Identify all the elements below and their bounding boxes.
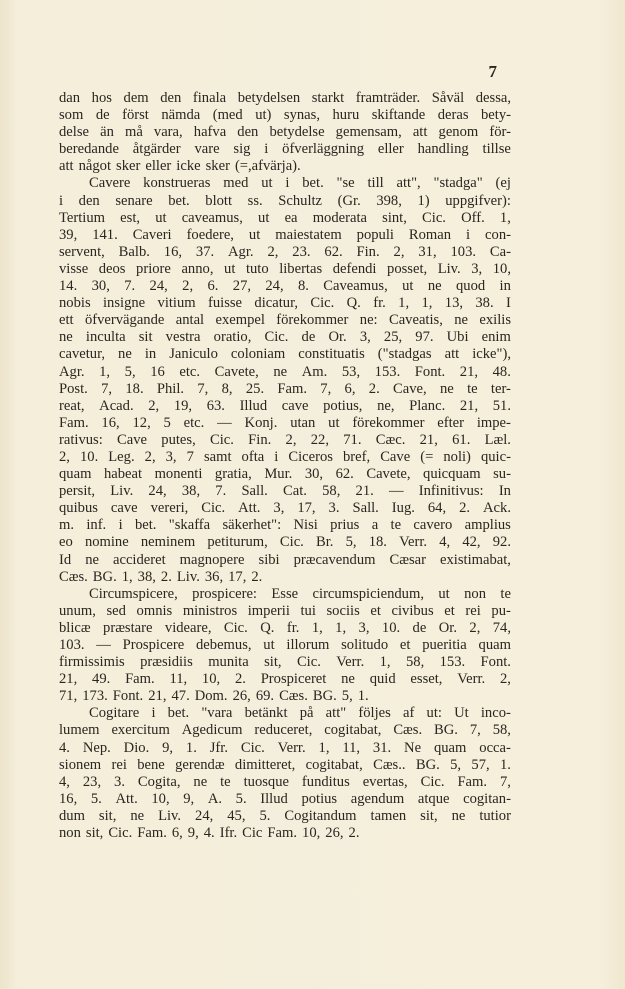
text-line: som de först nämda (med ut) synas, huru skiftande deras bety- [59, 107, 511, 124]
text-line: eo nomine neminem petiturum, Cic. Br. 5, 18. Verr. 4, 42, 92. [59, 534, 511, 551]
text-line: Agr. 1, 5, 16 etc. Cavete, ne Am. 53, 153. Font. 21, 48. [59, 363, 511, 380]
text-line: firmissimis præsidiis munita sit, Cic. Verr. 1, 58, 153. Font. [59, 654, 511, 671]
text-line: quam habeat monenti gratia, Mur. 30, 62. Cavete, quicquam su- [59, 466, 511, 483]
text-line: 39, 141. Caveri foedere, ut maiestatem populi Roman i con- [59, 226, 511, 243]
text-line: 21, 49. Fam. 11, 10, 2. Prospiceret ne quid esset, Verr. 2, [59, 671, 511, 688]
text-line: unum, sed omnis ministros imperii tui sociis et civibus et rei pu- [59, 602, 511, 619]
text-line: Post. 7, 18. Phil. 7, 8, 25. Fam. 7, 6, 2. Cave, ne te ter- [59, 380, 511, 397]
text-line: 14. 30, 7. 24, 2, 6. 27, 24, 8. Caveamus, ut ne quod in [59, 278, 511, 295]
text-line: reat, Acad. 2, 19, 63. Illud cave potius, ne, Planc. 21, 51. [59, 397, 511, 414]
text-line: 16, 5. Att. 10, 9, A. 5. Illud potius agendum atque cogitan- [59, 790, 511, 807]
text-line: delse än må vara, hafva den betydelse gemensam, att genom för- [59, 124, 511, 141]
text-line: 4. Nep. Dio. 9, 1. Jfr. Cic. Verr. 1, 11, 31. Ne quam occa- [59, 739, 511, 756]
text-line: i den senare bet. blott ss. Schultz (Gr. 398, 1) uppgifver): [59, 192, 511, 209]
text-line: sionem rei bene gerendæ dimitteret, cogitabat, Cæs.. BG. 5, 57, 1. [59, 756, 511, 773]
text-line: visse deos priore anno, ut tuto libertas defendi posset, Liv. 3, 10, [59, 260, 511, 277]
text-line: ne inculta sit vestra oratio, Cic. de Or. 3, 25, 97. Ubi enim [59, 329, 511, 346]
text-line: att något sker eller icke sker (=,afvärja). [59, 158, 301, 175]
body-text [59, 90, 511, 842]
text-line: blicæ præstare videare, Cic. Q. fr. 1, 1, 3, 10. de Or. 2, 74, [59, 619, 511, 636]
text-line: Cæs. BG. 1, 38, 2. Liv. 36, 17, 2. [59, 568, 263, 585]
text-line: lumem exercitum Agedicum reduceret, cogitabat, Cæs. BG. 7, 58, [59, 722, 511, 739]
text-line: quibus cave vereri, Cic. Att. 3, 17, 3. Sall. Iug. 64, 2. Ack. [59, 500, 511, 517]
text-line: 103. — Prospicere debemus, ut illorum solitudo et pueritia quam [59, 637, 511, 653]
text-line: Cavere konstrueras med ut i bet. "se till att", "stadga" (ej [89, 175, 511, 192]
text-line: non sit, Cic. Fam. 6, 9, 4. Ifr. Cic Fam. 10, 26, 2. [59, 825, 360, 842]
text-line: 4, 23, 3. Cogita, ne te tuosque funditus evertas, Cic. Fam. 7, [59, 773, 511, 790]
text-line: dum sit, ne Liv. 24, 45, 5. Cogitandum tamen sit, ne tutior [59, 807, 511, 824]
text-line: Id ne accideret magnopere sibi præcavendum Cæsar existimabat, [59, 551, 511, 568]
text-line: beredande åtgärder vare sig i öfverläggning eller handling tillse [59, 141, 511, 158]
page-number: 7 [488, 62, 497, 81]
text-line: rativus: Cave putes, Cic. Fin. 2, 22, 71. Cæc. 21, 61. Læl. [59, 431, 511, 448]
text-line: cavetur, ne in Janiculo coloniam constituatis ("stadgas att icke"), [59, 346, 511, 363]
text-line: 71, 173. Font. 21, 47. Dom. 26, 69. Cæs. BG. 5, 1. [59, 688, 369, 705]
text-line: Tertium est, ut caveamus, ut ea moderata sint, Cic. Off. 1, [59, 209, 511, 226]
text-line: m. inf. i bet. "skaffa säkerhet": Nisi prius a te cavero amplius [59, 517, 511, 534]
text-line: Fam. 16, 12, 5 etc. — Konj. utan ut förekommer efter impe- [59, 414, 511, 431]
text-line: dan hos dem den finala betydelsen starkt framträder. Såväl dessa, [59, 90, 511, 106]
text-line: nobis insigne vitium fuisse dicatur, Cic. Q. fr. 1, 1, 13, 38. I [59, 295, 511, 312]
text-line: servent, Balb. 16, 37. Agr. 2, 23. 62. Fin. 2, 31, 103. Ca- [59, 243, 511, 260]
text-line: Circumspicere, prospicere: Esse circumspiciendum, ut non te [89, 585, 511, 602]
text-line: persit, Liv. 24, 38, 7. Sall. Cat. 58, 21. — Infinitivus: In [59, 483, 511, 500]
text-line: 2, 10. Leg. 2, 3, 7 samt ofta i Ciceros bref, Cave (= noli) quic- [59, 448, 511, 465]
text-line: ett öfvervägande antal exempel förekommer ne: Caveatis, ne exilis [59, 312, 511, 329]
text-line: Cogitare i bet. "vara betänkt på att" följes af ut: Ut inco- [89, 705, 511, 722]
